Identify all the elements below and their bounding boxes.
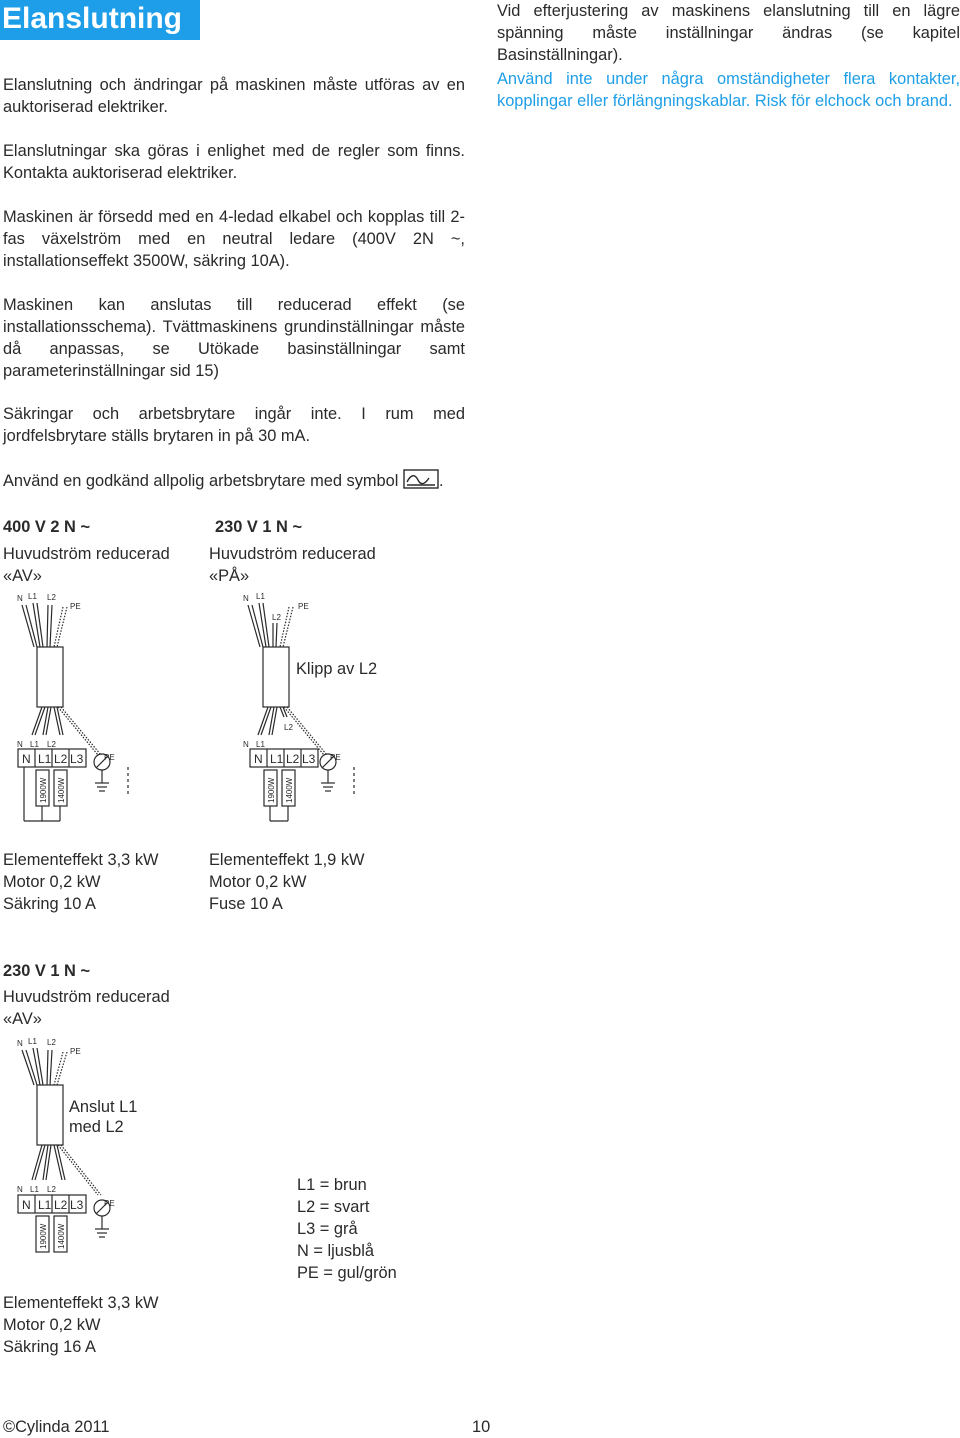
diagram1-subtitle: Huvudström reducerad	[3, 545, 170, 563]
intro-paragraph-1: Elanslutning och ändringar på maskinen måste utföras av en auktoriserad elektriker.	[3, 76, 465, 116]
svg-text:L2: L2	[54, 752, 68, 766]
svg-text:N: N	[22, 1198, 31, 1212]
svg-text:PE: PE	[104, 753, 115, 762]
wire-color-legend	[297, 1174, 397, 1284]
legend-item: L3 = grå	[297, 1220, 358, 1238]
wiring-diagram-1	[0, 585, 200, 835]
legend-item: L2 = svart	[297, 1198, 370, 1216]
svg-text:N: N	[17, 1185, 23, 1194]
diagram1-spec-fuse: Säkring 10 A	[3, 895, 96, 913]
svg-text:N: N	[17, 1039, 23, 1048]
legend-item: N = ljusblå	[297, 1242, 374, 1260]
label-n: N	[17, 594, 23, 603]
diagram1-state: «AV»	[3, 567, 42, 585]
intro-paragraph-3: Maskinen är försedd med en 4-ledad elkabel och kopplas till 2-fas växelström med en neutral ledare (400V 2N ~, installationseffekt 3500W, säkring 10A).	[3, 208, 465, 270]
svg-text:PE: PE	[104, 1199, 115, 1208]
svg-text:N: N	[243, 740, 249, 749]
svg-text:L2: L2	[54, 1198, 68, 1212]
svg-text:N: N	[243, 594, 249, 603]
svg-text:L2: L2	[47, 1038, 56, 1047]
svg-text:L2: L2	[286, 752, 300, 766]
wiring-diagram-3	[0, 1030, 200, 1280]
svg-text:L2: L2	[284, 723, 293, 732]
svg-text:L1: L1	[256, 740, 265, 749]
svg-text:L1: L1	[30, 1185, 39, 1194]
svg-text:L2: L2	[47, 1185, 56, 1194]
svg-text:L1: L1	[256, 592, 265, 601]
svg-text:L3: L3	[70, 1198, 84, 1212]
wiring-diagram-2	[226, 585, 426, 835]
svg-text:L3: L3	[70, 752, 84, 766]
diagram2-title: 230 V 1 N ~	[215, 518, 303, 536]
diagram2-subtitle: Huvudström reducerad	[209, 545, 376, 563]
diagram2-spec-fuse: Fuse 10 A	[209, 895, 283, 913]
intro-paragraph-4: Maskinen kan anslutas till reducerad effekt (se installationsschema). Tvättmaskinens grundinställningar måste då anpassas, se Utökade basinställningar samt parameterinställningar sid 15)	[3, 296, 465, 380]
svg-text:1900W: 1900W	[39, 777, 48, 803]
diagram3-specs	[3, 1292, 193, 1358]
legend-item: L1 = brun	[297, 1176, 367, 1194]
svg-text:PE: PE	[298, 602, 309, 611]
diagram3-title: 230 V 1 N ~	[3, 962, 91, 980]
diagram1-title: 400 V 2 N ~	[3, 518, 91, 536]
svg-text:N: N	[17, 740, 23, 749]
svg-text:L1: L1	[30, 740, 39, 749]
diagram3-spec-motor: Motor 0,2 kW	[3, 1316, 101, 1334]
diagram3-subtitle: Huvudström reducerad	[3, 988, 170, 1006]
diagram3-state: «AV»	[3, 1010, 42, 1028]
intro-paragraph-2: Elanslutningar ska göras i enlighet med de regler som finns. Kontakta auktoriserad elektriker.	[3, 142, 465, 182]
svg-text:PE: PE	[330, 753, 341, 762]
intro-paragraph-6: Använd en godkänd allpolig arbetsbrytare med symbol .	[3, 468, 473, 492]
diagram1-spec-power: Elementeffekt 3,3 kW	[3, 851, 159, 869]
svg-text:1400W: 1400W	[57, 1223, 66, 1249]
svg-text:1400W: 1400W	[285, 777, 294, 803]
svg-text:L1: L1	[38, 1198, 52, 1212]
warning-extension-cables: Använd inte under några omständigheter flera kontakter, kopplingar eller förlängningskablar. Risk för elchock och brand.	[497, 70, 960, 110]
diagram1-specs	[3, 849, 193, 915]
diagram2-state: «PÅ»	[209, 567, 250, 585]
diagram3-spec-fuse: Säkring 16 A	[3, 1338, 96, 1356]
disconnector-symbol-icon	[403, 468, 439, 490]
label-l1: L1	[28, 592, 37, 601]
svg-text:PE: PE	[70, 1047, 81, 1056]
intro-paragraph-5: Säkringar och arbetsbrytare ingår inte. I rum med jordfelsbrytare ställs brytaren in på 30 mA.	[3, 405, 465, 445]
svg-text:1400W: 1400W	[57, 777, 66, 803]
legend-item: PE = gul/grön	[297, 1264, 397, 1282]
page-number: 10	[472, 1418, 491, 1436]
switch-text: Använd en godkänd allpolig arbetsbrytare med symbol	[3, 472, 399, 490]
diagram3-note: Anslut L1 med L2	[69, 1098, 138, 1136]
svg-text:N: N	[22, 752, 31, 766]
svg-text:L2: L2	[47, 740, 56, 749]
label-pe: PE	[70, 602, 81, 611]
diagram2-spec-motor: Motor 0,2 kW	[209, 873, 307, 891]
diagram2-note: Klipp av L2	[296, 660, 378, 678]
label-l2: L2	[47, 593, 56, 602]
svg-text:L1: L1	[28, 1037, 37, 1046]
svg-text:L3: L3	[302, 752, 316, 766]
svg-text:N: N	[254, 752, 263, 766]
page-title: Elanslutning	[0, 0, 200, 40]
diagram2-spec-power: Elementeffekt 1,9 kW	[209, 851, 365, 869]
note-voltage-adjustment: Vid efterjustering av maskinens elanslutning till en lägre spänning måste inställningar ändras (se kapitel Basinställningar).	[497, 2, 960, 64]
svg-text:L1: L1	[38, 752, 52, 766]
diagram3-spec-power: Elementeffekt 3,3 kW	[3, 1294, 159, 1312]
svg-text:L1: L1	[270, 752, 284, 766]
footer-copyright: ©Cylinda 2011	[3, 1418, 110, 1436]
diagram2-specs	[209, 849, 399, 915]
svg-text:L2: L2	[272, 613, 281, 622]
diagram1-spec-motor: Motor 0,2 kW	[3, 873, 101, 891]
svg-text:1900W: 1900W	[39, 1223, 48, 1249]
svg-text:1900W: 1900W	[267, 777, 276, 803]
